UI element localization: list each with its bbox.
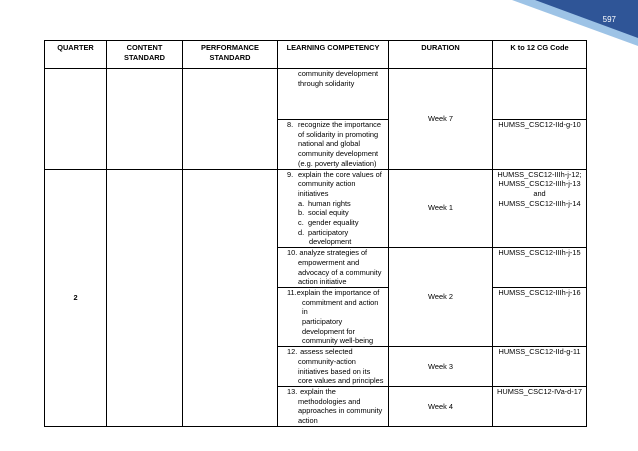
header-content-standard: CONTENT STANDARD [107, 41, 183, 69]
performance-standard-cell [183, 69, 278, 170]
code-cell [493, 69, 587, 120]
code-cell: HUMSS_CSC12-IIIh-j-16 [493, 287, 587, 346]
duration-cell: Week 7 [389, 69, 493, 170]
code-cell: HUMSS_CSC12-IId-g-10 [493, 120, 587, 170]
performance-standard-cell [183, 169, 278, 426]
duration-cell: Week 1 [389, 169, 493, 248]
duration-cell: Week 2 [389, 248, 493, 347]
table-row [45, 169, 587, 248]
content-standard-cell [107, 69, 183, 170]
header-learning-competency: LEARNING COMPETENCY [278, 41, 389, 69]
header-row [45, 41, 587, 69]
code-cell: HUMSS_CSC12-IId-g-11 [493, 347, 587, 387]
header-performance-standard: PERFORMANCE STANDARD [183, 41, 278, 69]
curriculum-guide-table [44, 40, 587, 427]
code-cell: HUMSS_CSC12-IVa-d-17 [493, 386, 587, 426]
competency-cell: 9. explain the core values of community action initiatives a. human rights b. social equity c. gender equality d. participatory development [278, 169, 389, 248]
quarter-cell: 2 [45, 169, 107, 426]
header-duration: DURATION [389, 41, 493, 69]
content-standard-cell [107, 169, 183, 426]
competency-cell: 10. analyze strategies of empowerment and advocacy of a community action initiative [278, 248, 389, 288]
competency-cell: 13. explain the methodologies and approaches in community action [278, 386, 389, 426]
code-cell: HUMSS_CSC12-IIIh-j-15 [493, 248, 587, 288]
table-row [45, 69, 587, 120]
duration-cell: Week 4 [389, 386, 493, 426]
competency-cell: 8. recognize the importance of solidarity in promoting national and global community development (e.g. poverty alleviation) [278, 120, 389, 170]
code-cell: HUMSS_CSC12-IIIh-j-12; HUMSS_CSC12-IIIh-j-13 and HUMSS_CSC12-IIIh-j-14 [493, 169, 587, 248]
competency-cell: 11.explain the importance of commitment and action in participatory development for community well-being [278, 287, 389, 346]
header-quarter: QUARTER [45, 41, 107, 69]
duration-cell: Week 3 [389, 347, 493, 387]
header-cg-code: K to 12 CG Code [493, 41, 587, 69]
page-number: 597 [602, 15, 616, 24]
competency-cell: 12. assess selected community-action initiatives based on its core values and principles [278, 347, 389, 387]
competency-cell: community development through solidarity [278, 69, 389, 120]
quarter-cell-blank [45, 69, 107, 170]
